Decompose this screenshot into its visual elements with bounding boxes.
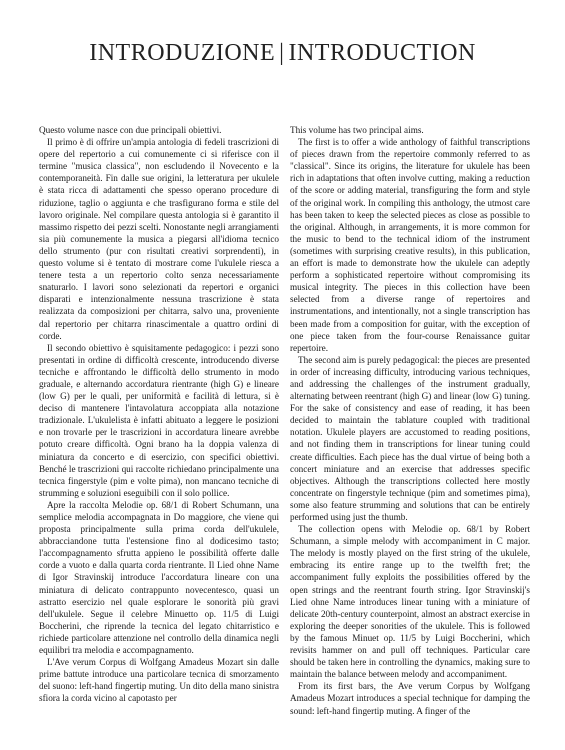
- english-paragraph: The collection opens with Melodie op. 68/1 by Robert Schumann, a simple melody with accompaniment in C major. The melody is mostly played on the first string of the ukulele, embracing its entire range up to the twelfth fret; the accompaniment fully exploits the possibilities offered by the open strings and the reentrant fourth string. Igor Stravinskij's Lied ohne Name introduces linear tuning with a miniature of delicate 20th-century counterpoint, almost an abstract exercise in exploring the deeper sonorities of the ukulele. This is followed by the famous Minuet op. 11/5 by Luigi Boccherini, which revisits hammer on and pull off techniques. Particular care should be taken here in controlling the dynamics, making sure to maintain the balance between melody and accompaniment.: [290, 524, 530, 680]
- italian-paragraph: L'Ave verum Corpus di Wolfgang Amadeus Mozart sin dalle prime battute introduce una particolare tecnica di smorzamento del suono: left-hand fingertip muting. Un dito della mano sinistra sfiora la corda vicino al capotasto per: [39, 657, 279, 704]
- title-english: INTRODUCTION: [288, 40, 476, 66]
- italian-column: [39, 124, 279, 705]
- italian-paragraph: Apre la raccolta Melodie op. 68/1 di Robert Schumann, una semplice melodia accompagnata in Do maggiore, che viene qui proposta principalmente sulla prima corda dell'ukulele, abbracciandone tutta l'estensione fino al dodicesimo tasto; l'accompagnamento sfrutta appieno le possibilità offerte dalle corde a vuoto e dalla quarta corda rientrante. Il Lied ohne Name di Igor Stravinskij introduce l'accordatura lineare con una miniatura di delicato contrappunto novecentesco, quasi un astratto esercizio nel quale esplorare le sonorità più gravi dell'ukulele. Segue il celebre Minuetto op. 11/5 di Luigi Boccherini, che riprende la tecnica del legato chitarristico e richiede particolare attenzione nel controllo della dinamica negli equilibri tra melodia e accompagnamento.: [39, 499, 279, 656]
- english-paragraph: The second aim is purely pedagogical: the pieces are presented in order of increasing difficulty, introducing various techniques, and addressing the challenges of the instrument gradually, alternating between reentrant (high G) and linear (low G) tuning. For the sake of consistency and ease of reading, it has been decided to maintain the tablature coupled with traditional notation. Ukulele players are accustomed to reading positions, and not finding them in transcriptions for linear tuning could create difficulties. Each piece has the dual virtue of being both a concert miniature and an exercise that addresses specific objectives. Although the transcriptions collected here mostly concentrate on fingerstyle technique (pim and sometimes pima), some also feature strumming and solutions that can be entirely performed using just the thumb.: [290, 354, 530, 522]
- english-paragraph: This volume has two principal aims.: [290, 125, 424, 135]
- english-paragraph: From its first bars, the Ave verum Corpus by Wolfgang Amadeus Mozart introduces a special technique for damping the sound: left-hand fingertip muting. A finger of the: [290, 681, 530, 716]
- italian-paragraph: Il secondo obiettivo è squisitamente pedagogico: i pezzi sono presentati in ordine di difficoltà crescente, introducendo diverse tecniche e affrontando le difficoltà dello strumento in modo graduale, e alternando accordatura rientrante (high G) e lineare (low G) per le quali, per uniformità e facilità di lettura, si è deciso di mantenere l'intavolatura accoppiata alla notazione tradizionale. L'ukulelista è infatti abituato a leggere le posizioni e non trovarle per le trascrizioni in accordatura lineare avrebbe potuto creare difficoltà. Ogni brano ha la doppia valenza di miniatura da concerto e di esercizio, con specifici obiettivi. Benché le trascrizioni qui raccolte richiedano principalmente una tecnica fingerstyle (pim e volte pima), non mancano tecniche di strumming e soluzioni eseguibili con il solo pollice.: [39, 342, 279, 498]
- page-title: [0, 40, 565, 67]
- italian-paragraph: Questo volume nasce con due principali obiettivi.: [39, 125, 222, 135]
- title-separator: |: [279, 40, 285, 66]
- title-italian: INTRODUZIONE: [89, 40, 276, 66]
- english-paragraph: The first is to offer a wide anthology of faithful transcriptions of pieces drawn from the repertoire commonly referred to as "classical". Since its origins, the literature for ukulele has been rich in adaptations that often involve cutting, making a reduction of the score or adding material, transfiguring the form and style of the original work. In compiling this anthology, the utmost care has been taken to keep the selected pieces as close as possible to the original. Although, in arrangements, it is more common for the music to bend to the technical idiom of the instrument (sometimes with surprising creative results), in this publication, an effort is made to demonstrate how the ukulele can adeptly perform a sophisticated repertoire without compromising its musical integrity. The pieces in this collection have been selected from a diverse range of repertoires and instrumentations, and intentionally, not a single transcription has been made from a composition for guitar, with the exception of one piece taken from the four-course Renaissance guitar repertoire.: [290, 137, 530, 353]
- italian-paragraph: Il primo è di offrire un'ampia antologia di fedeli trascrizioni di opere del repertorio a cui comunemente ci si riferisce con il termine "musica classica", non escludendo il Novecento e la contemporaneità. Fin dalle sue origini, la letteratura per ukulele è stata ricca di adattamenti che spesso operano procedure di riduzione, taglio o aggiunta e che trasfigurano forma e stile del lavoro originale. Nel compilare questa antologia si è garantito il massimo rispetto dei pezzi scelti. Nonostante negli arrangiamenti sia più comunemente la musica a piegarsi all'idioma tecnico dello strumento (pur con risultati creativi sorprendenti), in questo volume si è tentato di mostrare come l'ukulele riesca a tenere testa a un repertorio colto senza necessariamente snaturarlo. I lavori sono selezionati da repertori e organici disparati e intenzionalmente nessuna trascrizione è stata realizzata da composizioni per chitarra, salvo una, proveniente dal repertorio per chitarra rinascimentale a quattro ordini di corde.: [39, 137, 279, 341]
- english-column: [290, 124, 530, 717]
